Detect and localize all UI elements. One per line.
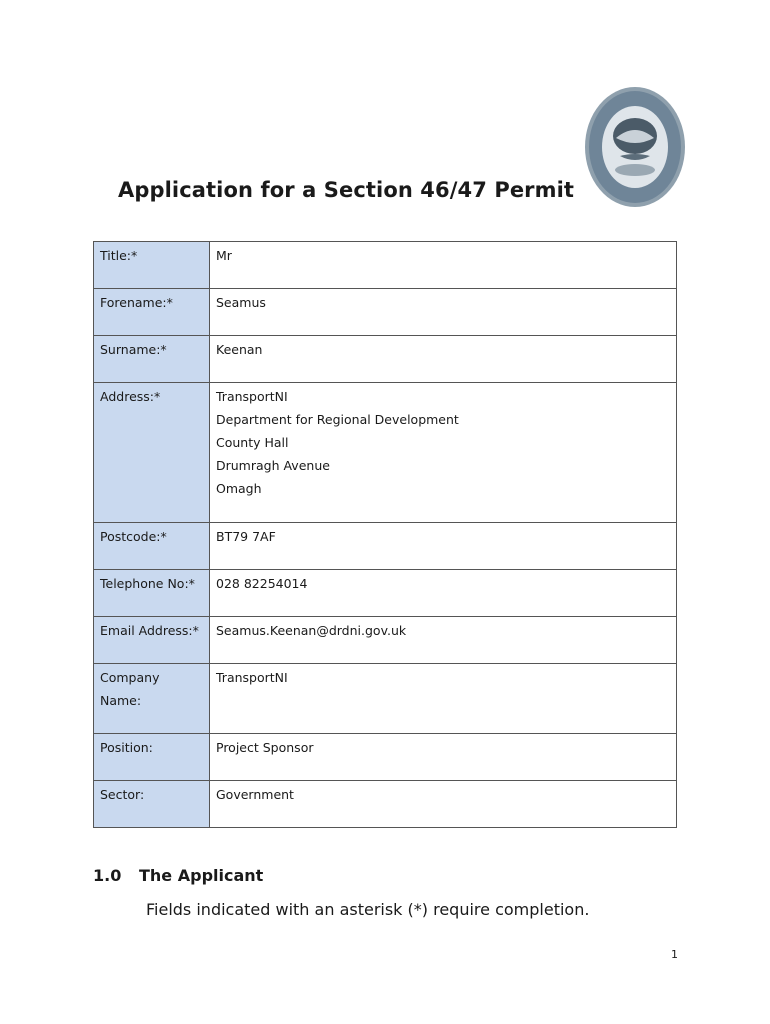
table-row <box>94 523 677 570</box>
label-line: Name: <box>100 693 142 708</box>
document-title: Application for a Section 46/47 Permit <box>118 178 575 202</box>
field-label: Address:* <box>94 383 210 523</box>
address-line: Drumragh Avenue <box>216 458 330 473</box>
field-value[interactable]: 028 82254014 <box>210 570 677 617</box>
field-label: Sector: <box>94 781 210 828</box>
address-line: County Hall <box>216 435 289 450</box>
field-label: Telephone No:* <box>94 570 210 617</box>
table-row <box>94 734 677 781</box>
address-line: TransportNI <box>216 389 288 404</box>
table-row <box>94 383 677 523</box>
section-heading <box>93 866 263 885</box>
field-value[interactable]: Keenan <box>210 336 677 383</box>
label-line: Company <box>100 670 160 685</box>
required-fields-note: Fields indicated with an asterisk (*) require completion. <box>146 900 590 919</box>
field-label: Email Address:* <box>94 617 210 664</box>
table-row <box>94 781 677 828</box>
field-value[interactable]: Seamus <box>210 289 677 336</box>
loughs-agency-logo <box>584 86 686 208</box>
table-row <box>94 336 677 383</box>
field-value[interactable]: Government <box>210 781 677 828</box>
table-row <box>94 242 677 289</box>
field-value[interactable]: Mr <box>210 242 677 289</box>
address-line: Omagh <box>216 481 262 496</box>
field-value[interactable]: BT79 7AF <box>210 523 677 570</box>
page-number: 1 <box>671 948 678 961</box>
applicant-details-table <box>93 241 677 828</box>
address-line: Department for Regional Development <box>216 412 459 427</box>
address-value[interactable] <box>210 383 677 523</box>
table-row <box>94 664 677 734</box>
field-value[interactable]: Project Sponsor <box>210 734 677 781</box>
field-label: Position: <box>94 734 210 781</box>
table-row <box>94 289 677 336</box>
field-value[interactable]: Seamus.Keenan@drdni.gov.uk <box>210 617 677 664</box>
section-number: 1.0 <box>93 866 122 885</box>
field-value[interactable]: TransportNI <box>210 664 677 734</box>
field-label <box>94 664 210 734</box>
table-row <box>94 617 677 664</box>
field-label: Forename:* <box>94 289 210 336</box>
field-label: Surname:* <box>94 336 210 383</box>
section-title: The Applicant <box>139 866 264 885</box>
field-label: Title:* <box>94 242 210 289</box>
field-label: Postcode:* <box>94 523 210 570</box>
table-row <box>94 570 677 617</box>
